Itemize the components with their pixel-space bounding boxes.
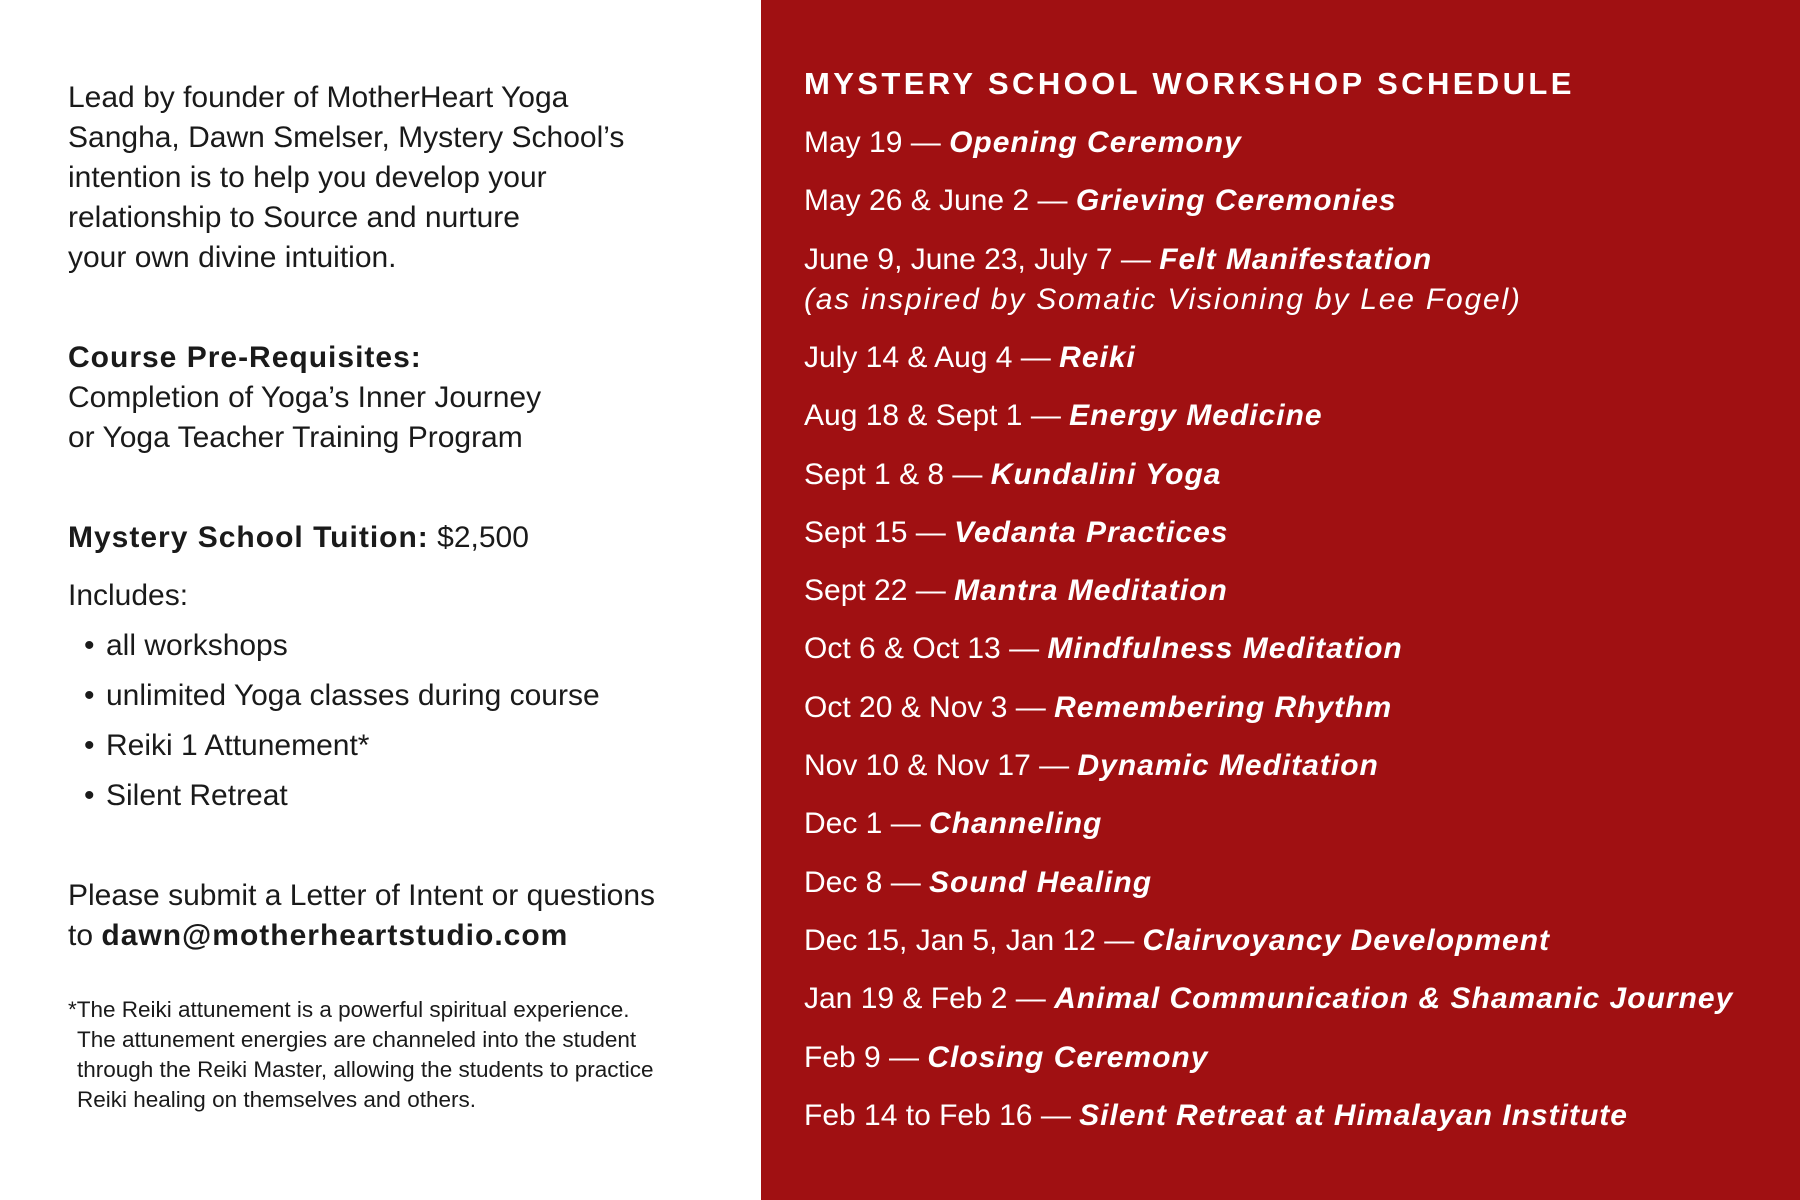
schedule-item	[804, 1096, 1628, 1136]
schedule-item	[804, 804, 1102, 844]
schedule-workshop-title: Opening Ceremony	[949, 126, 1242, 159]
bullet-icon: •	[84, 679, 95, 712]
schedule-item	[804, 338, 1136, 378]
schedule-workshop-title: Remembering Rhythm	[1054, 690, 1393, 724]
schedule-workshop-title: Silent Retreat at Himalayan Institute	[1079, 1098, 1628, 1132]
schedule-date: Dec 8 —	[804, 865, 930, 899]
schedule-date: May 19 —	[804, 126, 950, 159]
schedule-item	[804, 240, 1522, 320]
schedule-workshop-title: Dynamic Meditation	[1077, 749, 1379, 782]
schedule-item	[804, 513, 1228, 553]
list-item	[84, 626, 600, 676]
schedule-workshop-title: Channeling	[929, 807, 1103, 841]
schedule-workshop-title: Clairvoyancy Development	[1142, 923, 1551, 957]
includes-label: Includes:	[68, 579, 189, 612]
schedule-workshop-title: Kundalini Yoga	[990, 457, 1222, 491]
schedule-date: Nov 10 & Nov 17 —	[804, 749, 1078, 782]
schedule-title: MYSTERY SCHOOL WORKSHOP SCHEDULE	[804, 66, 1575, 101]
schedule-workshop-title: Closing Ceremony	[927, 1040, 1209, 1074]
schedule-date: Feb 9 —	[804, 1040, 928, 1074]
schedule-date: June 9, June 23, July 7 —	[804, 242, 1160, 276]
schedule-panel	[761, 0, 1800, 1200]
schedule-workshop-title: Felt Manifestation	[1159, 242, 1433, 276]
bullet-icon: •	[84, 779, 95, 812]
prerequisites-section	[68, 338, 708, 458]
schedule-note: (as inspired by Somatic Visioning by Lee Fogel)	[804, 282, 1522, 316]
schedule-date: Sept 22 —	[804, 574, 955, 608]
include-text: all workshops	[106, 629, 288, 662]
schedule-workshop-title: Mindfulness Meditation	[1047, 632, 1403, 666]
schedule-date: Oct 20 & Nov 3 —	[804, 690, 1055, 724]
schedule-workshop-title: Grieving Ceremonies	[1075, 184, 1397, 218]
list-item	[84, 676, 600, 726]
info-panel	[0, 0, 761, 1200]
schedule-item	[804, 123, 1242, 163]
intro-line: your own divine intuition.	[68, 241, 397, 274]
schedule-date: Feb 14 to Feb 16 —	[804, 1098, 1080, 1132]
schedule-date: Sept 1 & 8 —	[804, 457, 991, 491]
include-text: Reiki 1 Attunement*	[106, 729, 370, 762]
intro-line: relationship to Source and nurture	[68, 201, 520, 234]
schedule-item	[804, 571, 1228, 611]
schedule-item	[804, 181, 1397, 221]
prerequisites-line: or Yoga Teacher Training Program	[68, 421, 523, 454]
schedule-item	[804, 979, 1733, 1019]
footnote-line: The attunement energies are channeled into the student	[77, 1027, 637, 1052]
schedule-item	[804, 688, 1392, 728]
prerequisites-label: Course Pre-Requisites:	[68, 341, 422, 374]
schedule-item	[804, 1038, 1208, 1078]
footnote-line: *The Reiki attunement is a powerful spiritual experience.	[68, 997, 630, 1022]
schedule-date: Aug 18 & Sept 1 —	[804, 399, 1070, 433]
schedule-workshop-title: Mantra Meditation	[954, 574, 1228, 608]
list-item	[84, 776, 600, 826]
list-item	[84, 726, 600, 776]
intro-line: intention is to help you develop your	[68, 161, 547, 194]
schedule-workshop-title: Energy Medicine	[1069, 399, 1323, 433]
intro-line: Sangha, Dawn Smelser, Mystery School’s	[68, 121, 625, 154]
tuition-price: $2,500	[437, 521, 529, 554]
schedule-workshop-title: Sound Healing	[929, 865, 1153, 899]
footnote-line: Reiki healing on themselves and others.	[77, 1087, 476, 1112]
schedule-date: July 14 & Aug 4 —	[804, 340, 1060, 374]
schedule-date: May 26 & June 2 —	[804, 184, 1076, 218]
email-link[interactable]: dawn@motherheartstudio.com	[101, 919, 569, 952]
prerequisites-line: Completion of Yoga’s Inner Journey	[68, 381, 542, 414]
includes-list	[84, 626, 600, 826]
contact-section	[68, 876, 748, 956]
bullet-icon: •	[84, 629, 95, 662]
schedule-item	[804, 746, 1379, 786]
contact-prefix: to	[68, 919, 94, 952]
schedule-date: Dec 15, Jan 5, Jan 12 —	[804, 923, 1143, 957]
schedule-item	[804, 629, 1403, 669]
contact-line: Please submit a Letter of Intent or questions	[68, 879, 656, 912]
schedule-item	[804, 396, 1323, 436]
tuition-line	[68, 518, 529, 558]
schedule-date: Oct 6 & Oct 13 —	[804, 632, 1048, 666]
intro-line: Lead by founder of MotherHeart Yoga	[68, 81, 569, 114]
schedule-workshop-title: Reiki	[1059, 340, 1136, 374]
schedule-date: Jan 19 & Feb 2 —	[804, 982, 1055, 1016]
include-text: unlimited Yoga classes during course	[106, 679, 600, 712]
schedule-workshop-title: Animal Communication & Shamanic Journey	[1054, 982, 1734, 1016]
intro-paragraph	[68, 78, 708, 278]
schedule-workshop-title: Vedanta Practices	[954, 515, 1229, 549]
footnote-line: through the Reiki Master, allowing the students to practice	[77, 1057, 654, 1082]
schedule-item	[804, 455, 1221, 495]
schedule-date: Dec 1 —	[804, 807, 930, 841]
schedule-item	[804, 863, 1152, 903]
tuition-label: Mystery School Tuition:	[68, 521, 429, 554]
reiki-footnote	[68, 995, 748, 1115]
schedule-item	[804, 921, 1550, 961]
schedule-date: Sept 15 —	[804, 515, 955, 549]
bullet-icon: •	[84, 729, 95, 762]
include-text: Silent Retreat	[106, 779, 288, 812]
